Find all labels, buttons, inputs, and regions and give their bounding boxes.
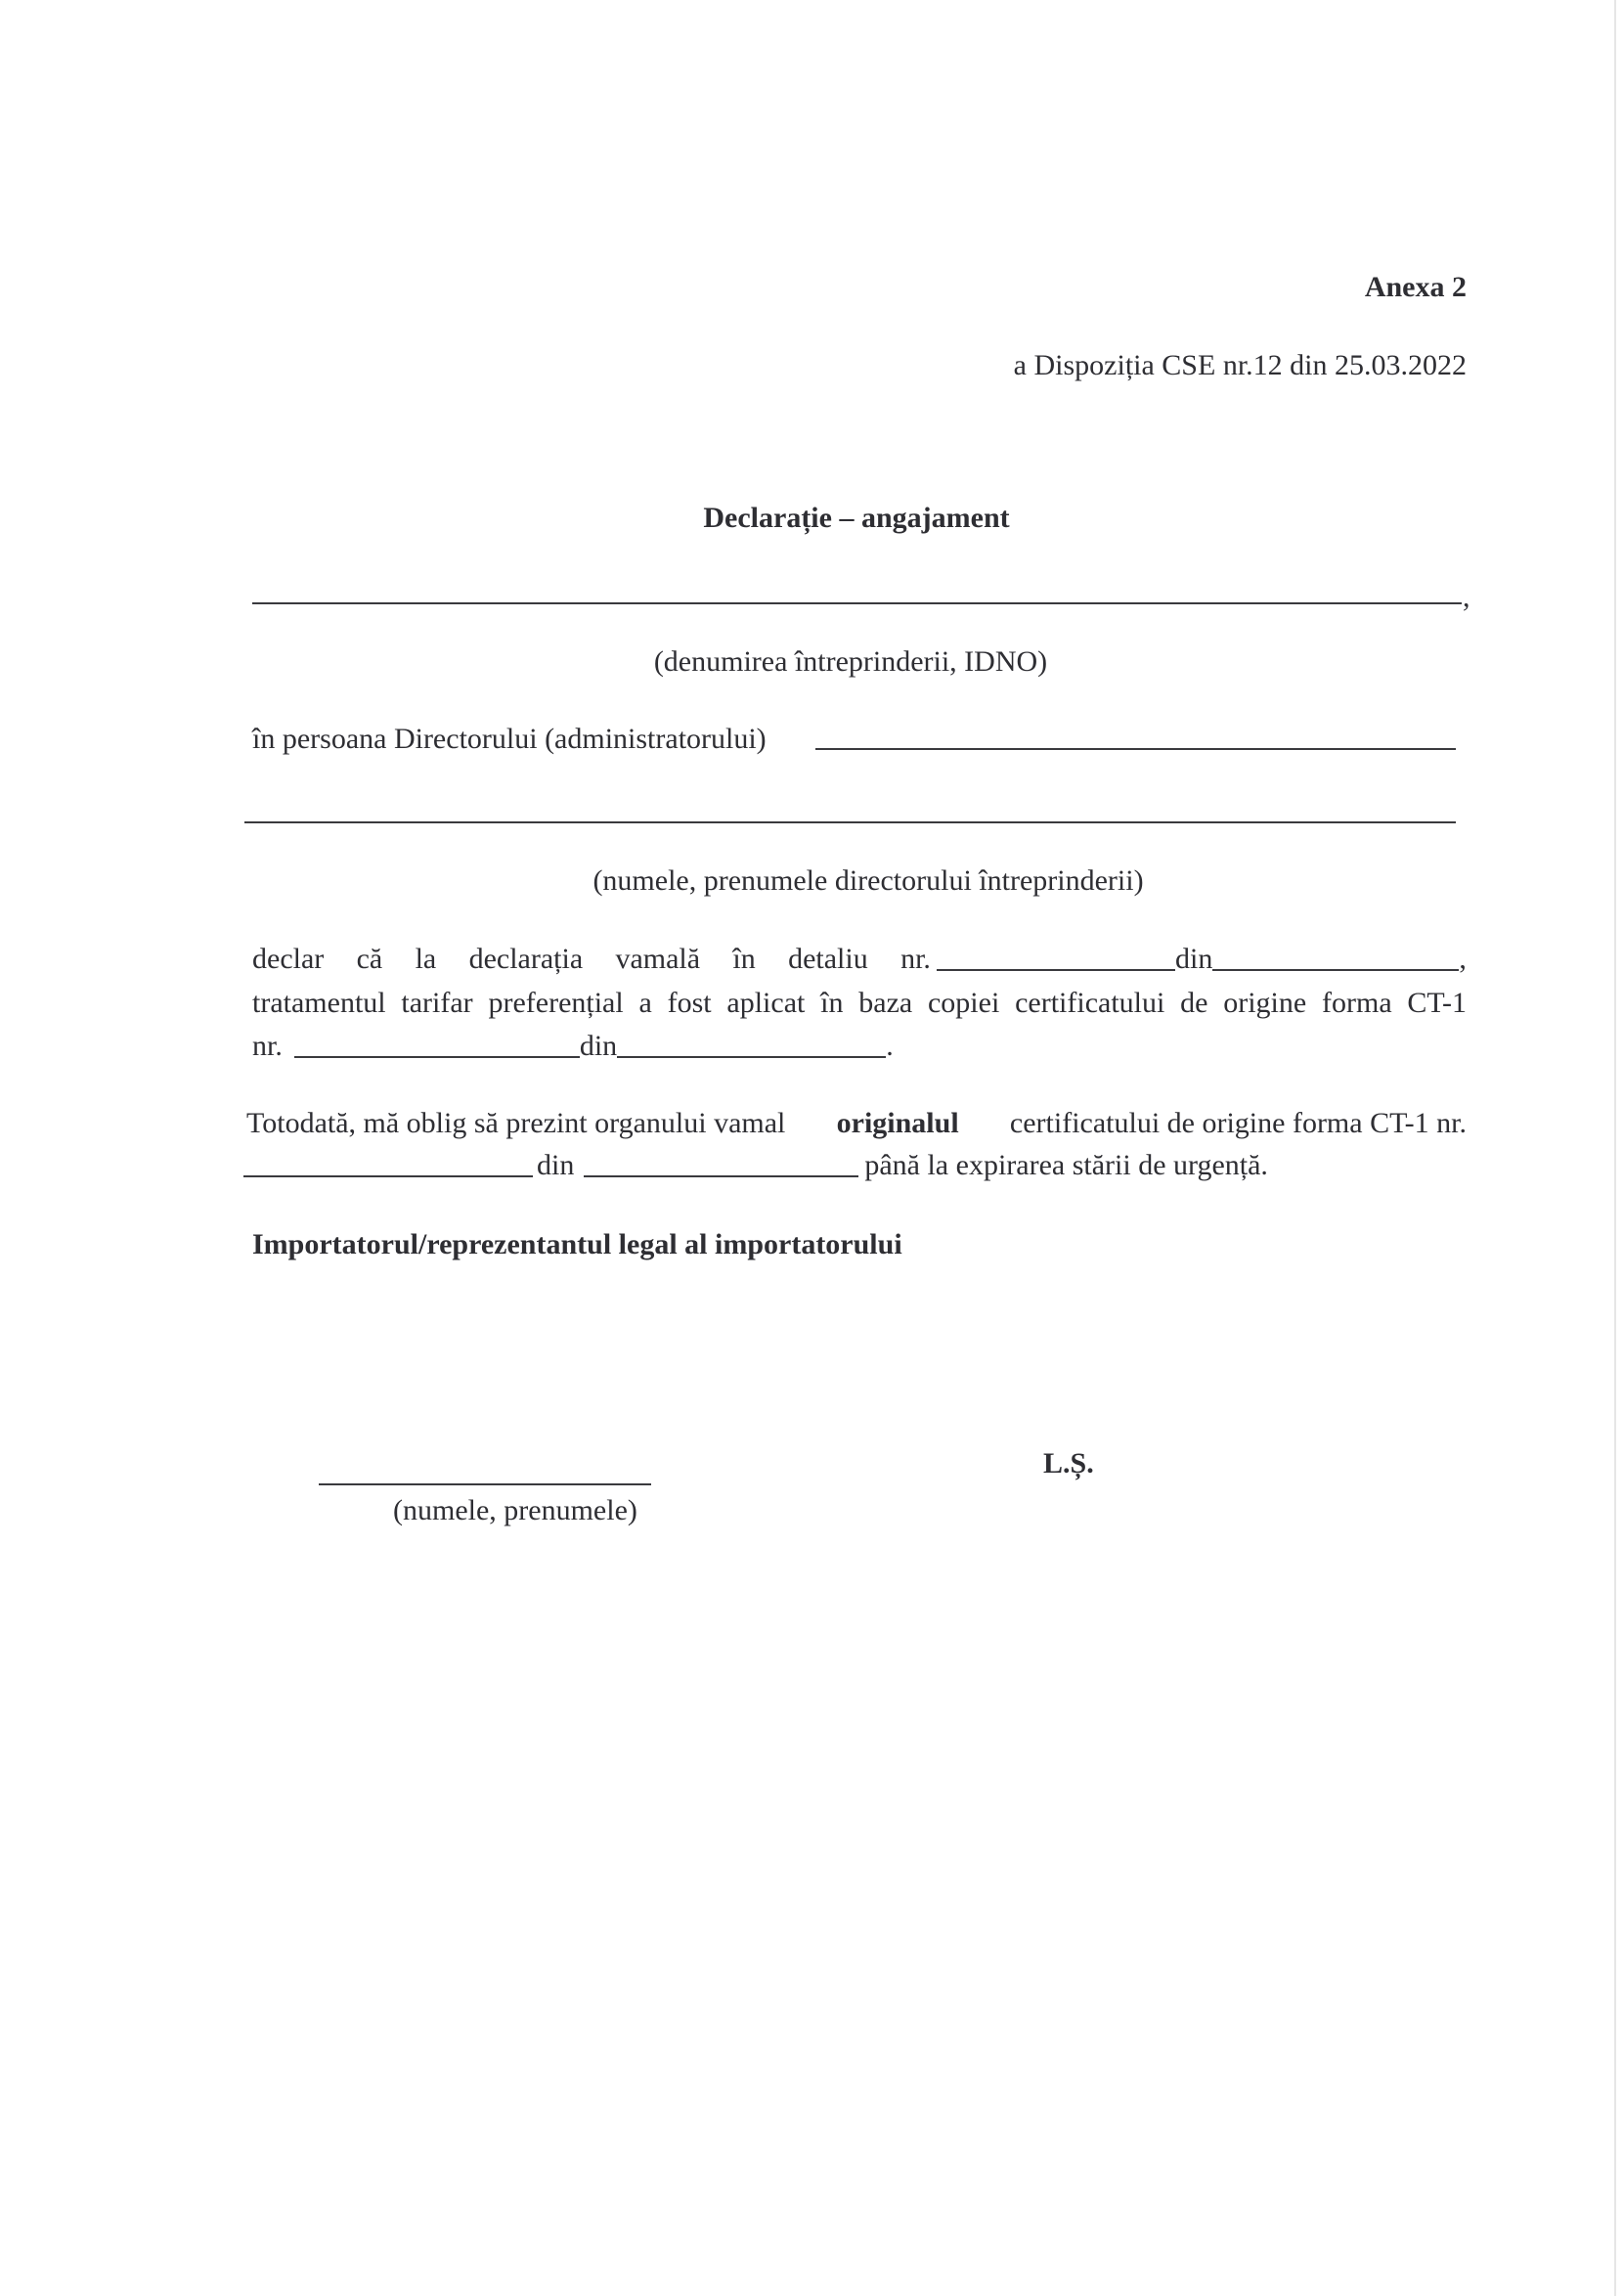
din-label: din <box>579 1030 618 1062</box>
stamp-placeholder: L.Ș. <box>1043 1447 1094 1479</box>
annex-label: Anexa 2 <box>1364 271 1467 303</box>
obligation-text: Totodată, mă oblig să prezint organului vamal <box>246 1107 786 1139</box>
director-name-field-1[interactable] <box>815 748 1456 750</box>
document-title: Declarație – angajament <box>703 502 1010 534</box>
word: detaliu <box>788 943 868 975</box>
annex-reference: a Dispoziția CSE nr.12 din 25.03.2022 <box>1013 349 1467 381</box>
director-name-field-2[interactable] <box>244 821 1456 823</box>
declaration-line-2: tratamentul tarifar preferențial a fost aplicat în baza copiei certificatului de origine forma CT-1 <box>252 987 1467 1019</box>
declaration-line-3 <box>252 1032 894 1061</box>
word: la <box>415 943 437 975</box>
customs-declaration-date-field[interactable] <box>1212 968 1459 971</box>
company-field-caption: (denumirea întreprinderii, IDNO) <box>653 645 1048 678</box>
word: declarația <box>468 943 584 975</box>
director-label: în persoana Directorului (administratorului) <box>252 723 767 755</box>
company-name-field[interactable] <box>252 602 1462 604</box>
period: . <box>886 1030 894 1062</box>
customs-declaration-number-field[interactable] <box>937 968 1175 971</box>
certificate-copy-date-field[interactable] <box>617 1055 886 1058</box>
obligation-deadline-text: până la expirarea stării de urgență. <box>864 1149 1268 1181</box>
word: declar <box>252 943 325 975</box>
original-certificate-date-field[interactable] <box>584 1174 858 1177</box>
nr-label: nr. <box>252 1030 283 1062</box>
obligation-line-1 <box>246 1109 1467 1138</box>
certificate-copy-number-field[interactable] <box>294 1055 580 1058</box>
comma: , <box>1459 943 1467 975</box>
director-field-caption: (numele, prenumele directorului întreprinderii) <box>592 864 1144 897</box>
signatory-heading: Importatorul/reprezentantul legal al importatorului <box>252 1228 902 1260</box>
obligation-line-2 <box>243 1151 1268 1180</box>
word: vamală <box>615 943 701 975</box>
page-edge <box>1614 0 1616 2296</box>
signature-name-field[interactable] <box>319 1483 651 1485</box>
signature-name-caption: (numele, prenumele) <box>393 1494 637 1526</box>
din-label: din <box>1175 943 1213 975</box>
declaration-line-1 <box>252 945 1469 974</box>
obligation-emphasis: originalul <box>836 1107 959 1139</box>
declaration-line-1-text <box>252 945 931 974</box>
word: în <box>732 943 756 975</box>
word: că <box>356 943 383 975</box>
word: nr. <box>900 943 931 975</box>
obligation-text: certificatului de origine forma CT-1 nr. <box>1009 1107 1467 1139</box>
original-certificate-number-field[interactable] <box>243 1174 533 1177</box>
din-label: din <box>537 1149 575 1181</box>
company-field-comma: , <box>1463 581 1470 613</box>
